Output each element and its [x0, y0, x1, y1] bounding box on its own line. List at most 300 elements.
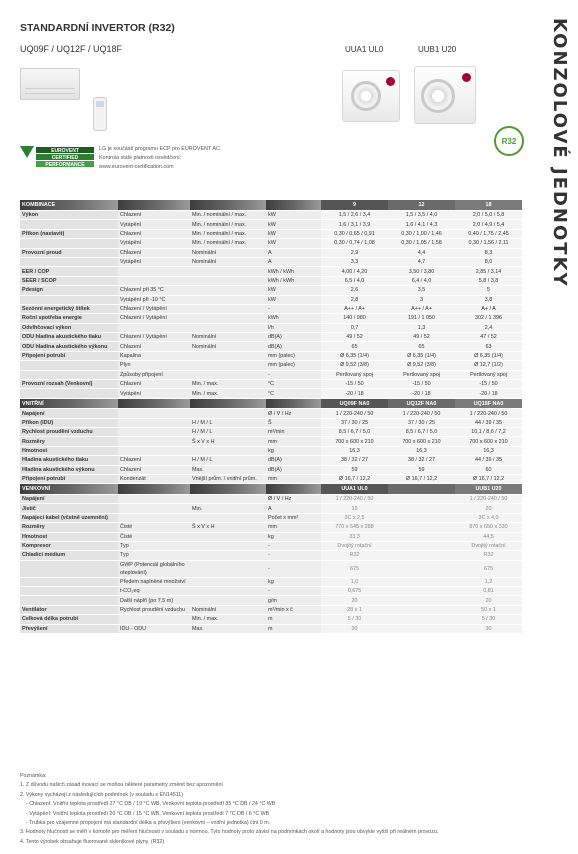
row-sublabel: Vytápění: [118, 389, 190, 398]
header-cell: UQ18F NA0: [455, 398, 522, 409]
row-sublabel: kWh: [266, 314, 321, 323]
row-sublabel: Max.: [190, 465, 266, 474]
row-sublabel: Chlazení: [118, 342, 190, 351]
row-sublabel: Nominální: [190, 257, 266, 266]
value-cell: [388, 560, 455, 577]
row-sublabel: Max.: [190, 624, 266, 633]
value-cell: 50 x 1: [455, 605, 522, 614]
value-cell: 0,30 / 0,74 / 1,08: [321, 239, 388, 248]
value-cell: 65: [388, 342, 455, 351]
table-row: [20, 605, 522, 614]
value-cell: [388, 541, 455, 550]
row-sublabel: Čisté: [118, 523, 190, 532]
value-cell: Dvojitý rotační: [321, 541, 388, 550]
table-row: [20, 380, 522, 389]
value-cell: 2,0 / 4,9 / 5,4: [455, 220, 522, 229]
row-sublabel: -: [266, 304, 321, 313]
value-cell: -20 / 18: [455, 389, 522, 398]
header-cell: UQ12F NA0: [388, 398, 455, 409]
note-line: - Vytápění: Vnitřní teplota prostředí 20 °C DB / 15 °C WB, Venkovní teplota prostředí 7 °C DB / 6 °C WB: [26, 810, 270, 817]
row-label: Napájení: [20, 409, 118, 418]
row-sublabel: Š x V x H: [190, 437, 266, 446]
row-label: Roční spotřeba energie: [20, 314, 118, 323]
table-row: [20, 409, 522, 418]
row-sublabel: mm (palec): [266, 351, 321, 360]
row-sublabel: -: [266, 370, 321, 379]
table-row: [20, 560, 522, 577]
value-cell: 700 x 600 x 210: [455, 437, 522, 446]
row-sublabel: H / M / L: [190, 418, 266, 427]
outdoor-model-1: UUA1 UL0: [345, 45, 384, 54]
row-sublabel: [190, 596, 266, 605]
row-label: Rychlost proudění vzduchu: [20, 428, 118, 437]
value-cell: 1,5 / 3,5 / 4,0: [388, 211, 455, 220]
value-cell: 2,6: [321, 286, 388, 295]
row-label: Převýšení: [20, 624, 118, 633]
value-cell: 0,81: [455, 587, 522, 596]
row-sublabel: Chlazení: [118, 229, 190, 238]
eurovent-line: Kontrola stálé platnosti osvědčení:: [99, 155, 182, 161]
table-row: [20, 437, 522, 446]
note-line: 3. Hodnoty hlučnosti se měří v komoře pro měření hlučnosti v souladu s normou. Tyto hodnoty proto závisí na podmínkách okolí a hodnoty jsou obvykle vyšší při reálném provozu.: [20, 829, 439, 836]
row-sublabel: dB(A): [266, 342, 321, 351]
row-sublabel: Chlazení: [118, 248, 190, 257]
row-sublabel: A: [266, 248, 321, 257]
value-cell: [388, 587, 455, 596]
row-sublabel: Typ: [118, 551, 190, 560]
table-row: [20, 446, 522, 455]
section-header-outdoor: [20, 484, 522, 495]
value-cell: 1,0: [321, 577, 388, 586]
table-row: [20, 220, 522, 229]
row-sublabel: [190, 551, 266, 560]
row-sublabel: [118, 418, 190, 427]
row-sublabel: Ø / V / Hz: [266, 494, 321, 503]
value-cell: 2,8: [321, 295, 388, 304]
row-sublabel: dB(A): [266, 465, 321, 474]
table-row: [20, 513, 522, 522]
row-sublabel: m: [266, 615, 321, 624]
note-line: - Trubka pro vzájemné propojení má standardní délka a převýšení (venkovní – vnitřní jednotka) činí 0 m.: [26, 820, 271, 827]
table-row: [20, 389, 522, 398]
row-sublabel: Další náplň (po 7,5 m): [118, 596, 190, 605]
row-sublabel: m³/min: [266, 428, 321, 437]
header-cell: [118, 398, 190, 409]
row-label: [20, 257, 118, 266]
value-cell: [388, 513, 455, 522]
row-label: [20, 370, 118, 379]
row-label: Hladina akustického tlaku: [20, 456, 118, 465]
header-cell: [118, 200, 190, 211]
row-sublabel: Typ: [118, 541, 190, 550]
row-label: Jistič: [20, 504, 118, 513]
value-cell: 675: [321, 560, 388, 577]
value-cell: 0,40 / 1,75 / 2,45: [455, 229, 522, 238]
value-cell: 4,4: [388, 248, 455, 257]
table-row: [20, 314, 522, 323]
row-label: [20, 295, 118, 304]
table-row: [20, 577, 522, 586]
row-sublabel: [190, 276, 266, 285]
row-label: Hladina akustického výkonu: [20, 465, 118, 474]
row-label: Hmotnost: [20, 446, 118, 455]
value-cell: 59: [321, 465, 388, 474]
value-cell: 33,3: [321, 532, 388, 541]
row-sublabel: [190, 446, 266, 455]
value-cell: 3,3: [321, 257, 388, 266]
row-sublabel: Š x V x H: [190, 523, 266, 532]
row-sublabel: Min.: [190, 504, 266, 513]
row-sublabel: [118, 409, 190, 418]
row-sublabel: [190, 323, 266, 332]
series-title: STANDARDNÍ INVERTOR (R32): [20, 22, 175, 34]
row-sublabel: Min. / max.: [190, 615, 266, 624]
value-cell: 1,3: [388, 323, 455, 332]
header-cell: VNITŘNÍ: [20, 398, 118, 409]
row-label: Rozměry: [20, 523, 118, 532]
value-cell: 6,4 / 4,0: [388, 276, 455, 285]
value-cell: 37 / 30 / 25: [321, 418, 388, 427]
row-sublabel: Min. / nominální / max.: [190, 220, 266, 229]
table-row: [20, 504, 522, 513]
value-cell: [388, 551, 455, 560]
row-sublabel: [190, 560, 266, 577]
row-sublabel: -: [266, 541, 321, 550]
notes: [20, 772, 530, 847]
row-sublabel: [118, 323, 190, 332]
value-cell: 675: [455, 560, 522, 577]
value-cell: 47 / 52: [455, 333, 522, 342]
value-cell: Pertlovaný spoj: [388, 370, 455, 379]
value-cell: Ø 16,7 / 12,2: [388, 475, 455, 484]
row-sublabel: Nominální: [190, 605, 266, 614]
value-cell: Ø 16,7 / 12,2: [321, 475, 388, 484]
row-label: Napájení: [20, 494, 118, 503]
table-row: [20, 532, 522, 541]
row-label: Napájecí kabel (včetně uzemnění): [20, 513, 118, 522]
header-cell: [266, 484, 321, 495]
value-cell: Ø 16,7 / 12,2: [455, 475, 522, 484]
spec-table: [20, 200, 522, 634]
row-sublabel: Ø / V / Hz: [266, 409, 321, 418]
row-sublabel: l/h: [266, 323, 321, 332]
table-row: [20, 239, 522, 248]
value-cell: 191 / 1 050: [388, 314, 455, 323]
value-cell: [388, 596, 455, 605]
table-row: [20, 523, 522, 532]
row-label: Provozní proud: [20, 248, 118, 257]
value-cell: 63: [455, 342, 522, 351]
value-cell: 38 / 32 / 27: [388, 456, 455, 465]
note-line: 4. Tento výrobek obsahuje fluorované skleníkové plyny. (R32): [20, 838, 165, 845]
row-sublabel: Chlazení / Vytápění: [118, 304, 190, 313]
header-cell: [388, 484, 455, 495]
value-cell: 1 / 220-240 / 50: [321, 409, 388, 418]
row-sublabel: kW: [266, 239, 321, 248]
value-cell: 6,5 / 4,0: [321, 276, 388, 285]
value-cell: 3,8: [455, 295, 522, 304]
row-label: Příkon (nastavit): [20, 229, 118, 238]
value-cell: 700 x 600 x 210: [321, 437, 388, 446]
table-row: [20, 370, 522, 379]
row-sublabel: GWP (Potenciál globálního oteplování): [118, 560, 190, 577]
row-sublabel: Min. / nominální / max.: [190, 229, 266, 238]
row-sublabel: [190, 314, 266, 323]
header-cell: [190, 200, 266, 211]
section-header-combi: [20, 200, 522, 211]
row-sublabel: [190, 541, 266, 550]
row-label: Chladicí médium: [20, 551, 118, 560]
value-cell: 0,30 / 1,00 / 1,46: [388, 229, 455, 238]
header-cell: UUA1 UL0: [321, 484, 388, 495]
table-row: [20, 351, 522, 360]
value-cell: A++ / A+: [321, 304, 388, 313]
header-cell: [118, 484, 190, 495]
row-label: [20, 587, 118, 596]
row-label: [20, 560, 118, 577]
value-cell: 0,30 / 0,65 / 0,91: [321, 229, 388, 238]
table-row: [20, 494, 522, 503]
table-row: [20, 465, 522, 474]
row-sublabel: [118, 494, 190, 503]
note-line: 2. Výkony vycházejí z následujících podmínek (v souladu s EN14511): [20, 791, 184, 798]
row-label: ODU hladina akustického výkonu: [20, 342, 118, 351]
table-row: [20, 229, 522, 238]
table-row: [20, 596, 522, 605]
row-sublabel: IDU - ODU: [118, 624, 190, 633]
row-sublabel: Vytápění: [118, 239, 190, 248]
row-label: Sezónní energetický štítek: [20, 304, 118, 313]
value-cell: 30: [455, 624, 522, 633]
svg-text:EUROVENT: EUROVENT: [51, 148, 79, 154]
row-sublabel: m: [266, 624, 321, 633]
row-sublabel: kg: [266, 446, 321, 455]
row-sublabel: kW: [266, 220, 321, 229]
value-cell: 20: [455, 596, 522, 605]
value-cell: 1 / 220-240 / 50: [321, 494, 388, 503]
row-label: Provozní rozsah (Venkovní): [20, 380, 118, 389]
value-cell: [388, 624, 455, 633]
value-cell: 20: [455, 504, 522, 513]
value-cell: 20: [321, 596, 388, 605]
row-sublabel: Š: [266, 418, 321, 427]
r32-badge: R32: [494, 126, 524, 156]
outdoor-unit-image-2: [414, 66, 476, 124]
note-line: - Chlazení: Vnitřní teplota prostředí 27 °C DB / 19 °C WB, Venkovní teplota prostředí 35 °C DB / 24 °C WB: [26, 801, 276, 808]
row-sublabel: Vytápění: [118, 220, 190, 229]
header-cell: [266, 398, 321, 409]
row-sublabel: Čisté: [118, 532, 190, 541]
indoor-models: UQ09F / UQ12F / UQ18F: [20, 44, 123, 54]
value-cell: 4,00 / 4,20: [321, 267, 388, 276]
value-cell: 49 / 52: [321, 333, 388, 342]
row-label: Odvlhčovací výkon: [20, 323, 118, 332]
value-cell: [388, 523, 455, 532]
value-cell: 770 x 545 x 288: [321, 523, 388, 532]
table-row: [20, 624, 522, 633]
row-sublabel: dB(A): [266, 456, 321, 465]
row-sublabel: [190, 494, 266, 503]
value-cell: 59: [388, 465, 455, 474]
value-cell: R32: [455, 551, 522, 560]
value-cell: 1 / 220-240 / 50: [455, 409, 522, 418]
row-label: [20, 361, 118, 370]
value-cell: 28 x 1: [321, 605, 388, 614]
value-cell: 3,50 / 3,80: [388, 267, 455, 276]
row-label: Pdesign: [20, 286, 118, 295]
row-sublabel: [118, 615, 190, 624]
value-cell: 2,9: [321, 248, 388, 257]
row-label: [20, 596, 118, 605]
value-cell: 3C x 4,0: [455, 513, 522, 522]
table-row: [20, 323, 522, 332]
row-sublabel: A: [266, 504, 321, 513]
row-sublabel: [190, 304, 266, 313]
value-cell: 15: [321, 504, 388, 513]
row-sublabel: Min. / max.: [190, 380, 266, 389]
table-row: [20, 456, 522, 465]
table-row: [20, 428, 522, 437]
value-cell: Ø 12,7 (1/2): [455, 361, 522, 370]
value-cell: A++ / A+: [388, 304, 455, 313]
value-cell: 3,5: [388, 286, 455, 295]
row-sublabel: Nominální: [190, 342, 266, 351]
row-label: Ventilátor: [20, 605, 118, 614]
row-sublabel: Kondenzát: [118, 475, 190, 484]
row-label: [20, 239, 118, 248]
value-cell: 2,85 / 3,14: [455, 267, 522, 276]
value-cell: 5 / 30: [321, 615, 388, 624]
row-sublabel: Min. / nominální / max.: [190, 239, 266, 248]
header-cell: UQ09F NA0: [321, 398, 388, 409]
value-cell: 700 x 600 x 210: [388, 437, 455, 446]
value-cell: 5: [455, 286, 522, 295]
eurovent-logo: [20, 146, 94, 170]
value-cell: 8,0: [455, 257, 522, 266]
row-sublabel: Chlazení: [118, 211, 190, 220]
row-sublabel: [190, 351, 266, 360]
value-cell: 2,0 / 5,0 / 5,8: [455, 211, 522, 220]
row-sublabel: kW: [266, 229, 321, 238]
row-sublabel: [190, 295, 266, 304]
row-sublabel: m³/min x č: [266, 605, 321, 614]
svg-text:PERFORMANCE: PERFORMANCE: [45, 162, 85, 168]
value-cell: 1,6 / 3,1 / 3,9: [321, 220, 388, 229]
value-cell: Ø 6,35 (1/4): [455, 351, 522, 360]
value-cell: -20 / 18: [321, 389, 388, 398]
row-sublabel: [190, 286, 266, 295]
side-title: KONZOLOVÉ JEDNOTKY: [549, 18, 570, 288]
header-cell: [190, 484, 266, 495]
value-cell: 0,30 / 1,56 / 2,11: [455, 239, 522, 248]
value-cell: 1 / 220-240 / 50: [388, 409, 455, 418]
row-label: Výkon: [20, 211, 118, 220]
header-cell: [266, 200, 321, 211]
row-label: Připojení potrubí: [20, 475, 118, 484]
row-sublabel: -: [266, 551, 321, 560]
row-sublabel: Kapalina: [118, 351, 190, 360]
value-cell: 3C x 2,5: [321, 513, 388, 522]
value-cell: 16,3: [388, 446, 455, 455]
row-sublabel: Počet x mm²: [266, 513, 321, 522]
value-cell: 44 / 39 / 35: [455, 418, 522, 427]
row-sublabel: kW: [266, 211, 321, 220]
row-sublabel: Nominální: [190, 248, 266, 257]
row-sublabel: Chlazení: [118, 456, 190, 465]
row-sublabel: Chlazení / Vytápění: [118, 314, 190, 323]
row-sublabel: Vnější prům. / vnitřní prům.: [190, 475, 266, 484]
table-row: [20, 342, 522, 351]
row-sublabel: [118, 504, 190, 513]
value-cell: 302 / 1 396: [455, 314, 522, 323]
row-sublabel: kW: [266, 286, 321, 295]
value-cell: [388, 504, 455, 513]
table-row: [20, 304, 522, 313]
row-sublabel: [190, 587, 266, 596]
row-sublabel: [118, 428, 190, 437]
value-cell: [388, 615, 455, 624]
value-cell: [388, 577, 455, 586]
value-cell: 4,7: [388, 257, 455, 266]
note-line: Poznámka:: [20, 773, 47, 779]
value-cell: 2,4: [455, 323, 522, 332]
row-sublabel: mm: [266, 523, 321, 532]
row-label: [20, 389, 118, 398]
row-sublabel: kWh / kWh: [266, 276, 321, 285]
row-label: [20, 220, 118, 229]
value-cell: 0,30 / 1,05 / 1,58: [388, 239, 455, 248]
row-sublabel: -: [266, 587, 321, 596]
row-label: SEER / SCOP: [20, 276, 118, 285]
value-cell: 30: [321, 624, 388, 633]
value-cell: 8,3: [455, 248, 522, 257]
row-sublabel: [190, 532, 266, 541]
header-cell: UUB1 U20: [455, 484, 522, 495]
eurovent-line: www.eurovent-certification.com: [99, 164, 174, 170]
value-cell: 10,1 / 8,6 / 7,2: [455, 428, 522, 437]
row-sublabel: Vytápění při -10 °C: [118, 295, 190, 304]
table-row: [20, 615, 522, 624]
row-sublabel: [190, 267, 266, 276]
value-cell: 5,8 / 3,8: [455, 276, 522, 285]
row-sublabel: [190, 513, 266, 522]
section-header-indoor: [20, 398, 522, 409]
header-cell: 12: [388, 200, 455, 211]
row-sublabel: Chlazení: [118, 380, 190, 389]
row-sublabel: °C: [266, 389, 321, 398]
row-label: Rozměry: [20, 437, 118, 446]
row-sublabel: Způsoby připojení: [118, 370, 190, 379]
row-sublabel: Chlazení / Vytápění: [118, 333, 190, 342]
value-cell: 49 / 52: [388, 333, 455, 342]
header-cell: 18: [455, 200, 522, 211]
value-cell: [388, 605, 455, 614]
value-cell: 5 / 30: [455, 615, 522, 624]
value-cell: 1,2: [455, 577, 522, 586]
value-cell: 44,5: [455, 532, 522, 541]
remote-control-image: [93, 97, 107, 131]
row-sublabel: -: [266, 560, 321, 577]
value-cell: -15 / 50: [388, 380, 455, 389]
row-sublabel: dB(A): [266, 333, 321, 342]
table-row: [20, 475, 522, 484]
indoor-unit-image: [20, 68, 80, 100]
row-label: EER / COP: [20, 267, 118, 276]
value-cell: R32: [321, 551, 388, 560]
table-row: [20, 211, 522, 220]
row-sublabel: Rychlost proudění vzduchu: [118, 605, 190, 614]
row-sublabel: kg: [266, 532, 321, 541]
